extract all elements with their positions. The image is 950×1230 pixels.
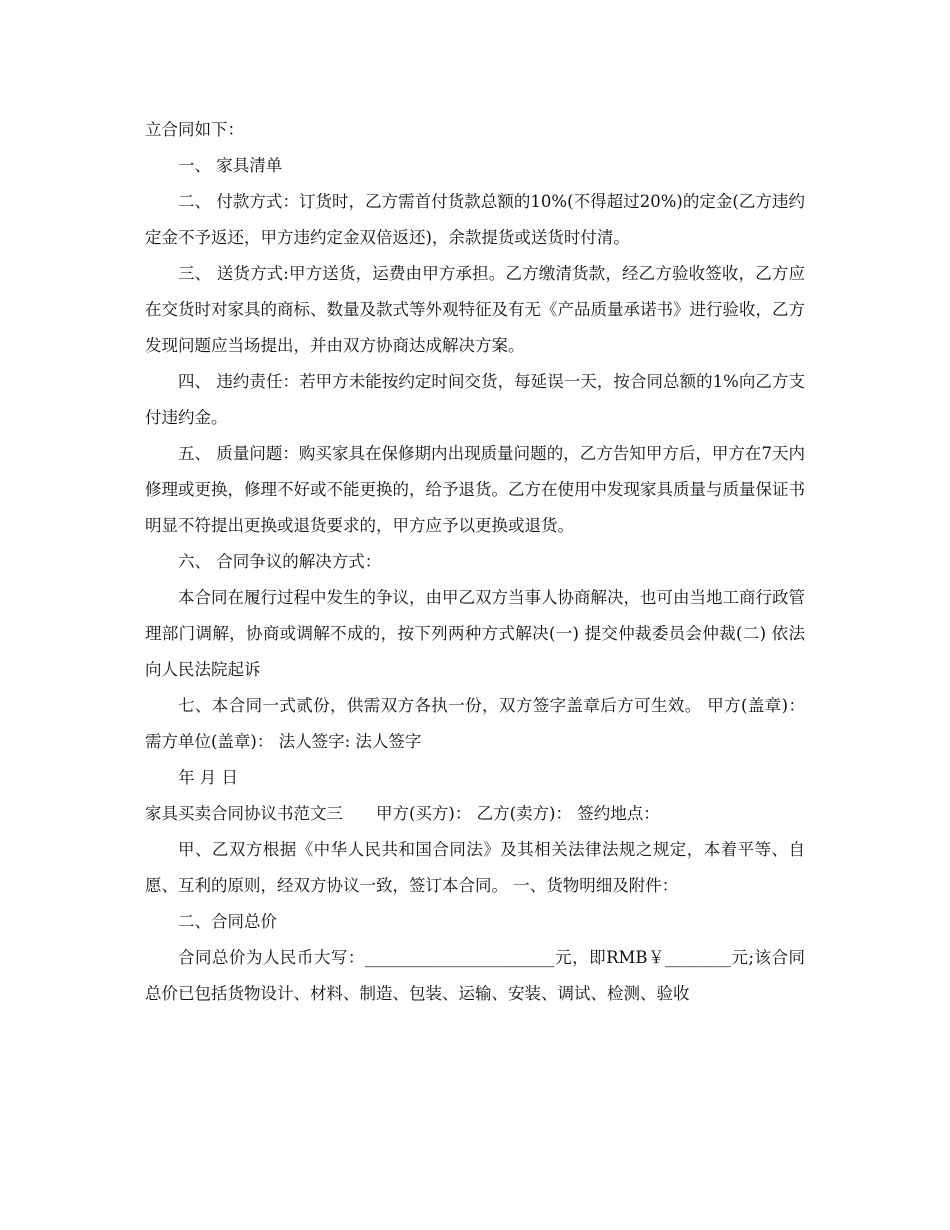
paragraph-intro: 立合同如下： <box>145 120 244 139</box>
paragraph-breach-liability: 四、 违约责任：若甲方未能按约定时间交货，每延误一天，按合同总额的1%向乙方支付违约金。 <box>145 372 805 427</box>
paragraph-date-line: 年 月 日 <box>178 768 238 787</box>
contract-text-body <box>145 112 805 1012</box>
paragraph-dispute-heading: 六、 合同争议的解决方式： <box>178 552 382 571</box>
paragraph-total-price-detail: 合同总价为人民币大写：_______________________元，即RMB￥________元;该合同总价已包括货物设计、材料、制造、包装、运输、安装、调试、检测、验收 <box>145 948 805 1003</box>
paragraph-delivery-method: 三、 送货方式:甲方送货，运费由甲方承担。乙方缴清货款，经乙方验收签收，乙方应在交货时对家具的商标、数量及款式等外观特征及有无《产品质量承诺书》进行验收，乙方发现问题应当场提出，并由双方协商达成解决方案。 <box>145 264 805 355</box>
paragraph-total-price-heading: 二、合同总价 <box>178 912 277 931</box>
paragraph-sample-three-header: 家具买卖合同协议书范文三 甲方(买方)： 乙方(卖方)： 签约地点： <box>145 804 660 823</box>
paragraph-agreement-basis: 甲、乙双方根据《中华人民共和国合同法》及其相关法律法规之规定，本着平等、自愿、互利的原则，经双方协议一致，签订本合同。 一、货物明细及附件： <box>145 840 805 895</box>
paragraph-copies-signature: 七、本合同一式贰份，供需双方各执一份，双方签字盖章后方可生效。 甲方(盖章)： 需方单位(盖章)： 法人签字: 法人签字 <box>145 696 805 751</box>
paragraph-furniture-list: 一、 家具清单 <box>178 156 283 175</box>
paragraph-payment-method: 二、 付款方式：订货时，乙方需首付货款总额的10%(不得超过20%)的定金(乙方违约定金不予返还，甲方违约定金双倍返还)，余款提货或送货时付清。 <box>145 192 805 247</box>
paragraph-dispute-resolution: 本合同在履行过程中发生的争议，由甲乙双方当事人协商解决，也可由当地工商行政管理部门调解，协商或调解不成的，按下列两种方式解决(一) 提交仲裁委员会仲裁(二) 依法向人民法院起诉 <box>145 588 805 679</box>
paragraph-quality-issues: 五、 质量问题：购买家具在保修期内出现质量问题的，乙方告知甲方后，甲方在7天内修理或更换，修理不好或不能更换的，给予退货。乙方在使用中发现家具质量与质量保证书明显不符提出更换或退货要求的，甲方应予以更换或退货。 <box>145 444 805 535</box>
